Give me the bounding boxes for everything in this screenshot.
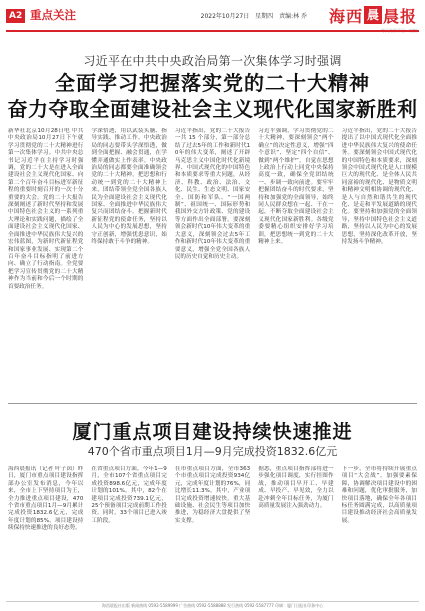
logo-text-left: 海西 [328,6,363,26]
page-footer: 海西晨报社出版 新闻热线 0592-5589999 广告热线 0592-5588888 发行热线 0592-5587777 印刷：厦门日报社印务中心 [6,601,419,609]
article-divider [8,403,417,404]
top-article-body [8,128,417,400]
bottom-article-column: 在市重点项目方面，全市363个市重点项目完成投资934亿元，完成年度计划的76%，同比增长11.3%。其中，产业项目完成投资增速较快，重大基础设施、社会民生等项目加快推进，为稳经济大盘提供了坚实支撑。 [174,466,251,524]
logo-mark-icon: 晨 [364,6,382,24]
top-article-title-line1: 全面学习把握落实党的二十大精神 [55,71,370,95]
top-article-kicker: 习近平在中共中央政治局第一次集体学习时强调 [83,54,342,68]
top-article-title-line2: 奋力夺取全面建设社会主义现代化国家新胜利 [7,97,418,121]
bottom-article-title: 厦门重点项目建设持续快速推进 [72,421,353,443]
masthead [0,0,425,34]
issue-weekday: 星期四 [255,13,274,20]
bottom-article-subtitle: 470个省市重点项目1月—9月完成投资1832.6亿元 [87,445,338,458]
bottom-article-column: 在省重点项目方面，今年1—9月，全市107个省重点项目完成投资898.6亿元，完成年度计划的101%。其中，82个在建项目完成投资739.1亿元，25个预备项目完成前期工作投资。同时，33个项目已进入竣工阶段。 [91,466,167,524]
masthead-divider [6,30,419,32]
bottom-article-column: 下一步，全市将持续开展重点项目“大会战”，加强要素保障，协调解决项目建设中的困难和问题，优化审批服务，加快项目落地，确保全年各项目标任务圆满完成，以高质量项目建设推动经济社会高质量发展。 [341,466,418,524]
bottom-article-column: 据悉，重点项目指挥部将进一步强化项目调度，实行挂图作战，推动项目早开工、早建成、早投产、早见效，全力以赴冲刺全年目标任务，为厦门高质量发展注入强劲动力。 [258,466,334,510]
logo-text-right: 晨报 [382,6,417,26]
issue-date: 2022年10月27日 [200,13,250,20]
top-article-column: 习近平强调，学习贯彻党的二十大精神，要深刻领会“两个确立”的决定性意义，增强“四个意识”、坚定“四个自信”、做到“两个维护”，自觉在思想上政治上行动上同党中央保持高度一致，确保全党团结统一、步调一致向前进。要牢牢把握团结奋斗的时代要求，坚持和加强党的全面领导，始终同人民群众想在一起、干在一起，不断夺取全面建设社会主义现代化国家新胜利。各级党委要精心组织安排好学习培训，把思想统一到党的二十大精神上来。 [258,128,334,246]
page-number: A2 [6,9,25,23]
top-article-column: 新华社北京10月28日电 中共中央政治局10月27日下午就学习贯彻党的二十大精神进行第一次集体学习。中共中央总书记习近平在主持学习时强调，党的二十大是在进入全面建设社会主义现代化国家、向第二个百年奋斗目标进军新征程的重要时刻召开的一次十分重要的大会。党的二十大报告深刻阐述了新时代坚持和发展中国特色社会主义的一系列重大理论和实践问题，描绘了全面建设社会主义现代化国家、全面推进中华民族伟大复兴的宏伟蓝图，为新时代新征程党和国家事业发展、实现第二个百年奋斗目标指明了前进方向、确立了行动指南。全党要把学习宣传贯彻党的二十大精神作为当前和今后一个时期的首要政治任务。 [8,128,84,290]
top-article-column: 学深悟透，用以武装头脑、指导实践、推动工作。中央政治局的同志要带头学深悟透，做到全面把握、融会贯通，在学懂弄通做实上作表率。中央政治局的同志都要全面准确领会党的二十大精神，把思想和行动统一到党的二十大精神上来，团结带领全党全国各族人民为全面建设社会主义现代化国家、全面推进中华民族伟大复兴而团结奋斗。把握新时代新征程党的使命任务，坚持以人民为中心的发展思想，坚持守正创新，增强忧患意识，始终保持敢于斗争的精神。 [91,128,167,246]
issue-editor: 责编:林 乔 [279,13,307,20]
bottom-article-column: 海西晨报讯（记者 叶子茵）昨日，厦门市重点项目建设指挥部办公室发布消息，今年以来，全市上下坚持项目为王，全力推进重点项目建设，470个省市重点项目1月—9月累计完成投资1832.6亿元，完成年度计划的85%，项目建设持续保持快速推进的良好态势。 [8,466,84,532]
newspaper-logo [329,3,417,27]
top-article-column: 习近平指出，党的二十大报告一共 15 个部分，第一部分总结了过去5年的工作和新时代10年的伟大变革，阐述了开辟马克思主义中国化时代化新境界、中国式现代化的中国特色和本质要求等重大问题，从经济、科教、政治、法治、文化、民生、生态文明、国家安全、国防和军队、“一国两制”、祖国统一、国际形势和我国外交方针政策、党的建设等方面作出全面部署。要深刻领会新时代10年伟大变革的重大意义，深刻领会过去5年工作和新时代10年伟大变革的重要意义，增强全党全国各族人民的历史自觉和历史主动。 [174,128,251,260]
issue-meta [197,11,307,20]
bottom-article-body [8,466,417,598]
top-article-column: 习近平指出，党的二十大报告提出了以中国式现代化全面推进中华民族伟大复兴的使命任务。要深刻领会中国式现代化的中国特色和本质要求，深刻领会中国式现代化是人口规模巨大的现代化、是全体人民共同富裕的现代化、是物质文明和精神文明相协调的现代化、是人与自然和谐共生的现代化、是走和平发展道路的现代化。要坚持和加强党的全面领导，坚持中国特色社会主义道路，坚持以人民为中心的发展思想，坚持深化改革开放，坚持发扬斗争精神。 [341,128,418,246]
section-title: 重点关注 [30,8,76,22]
